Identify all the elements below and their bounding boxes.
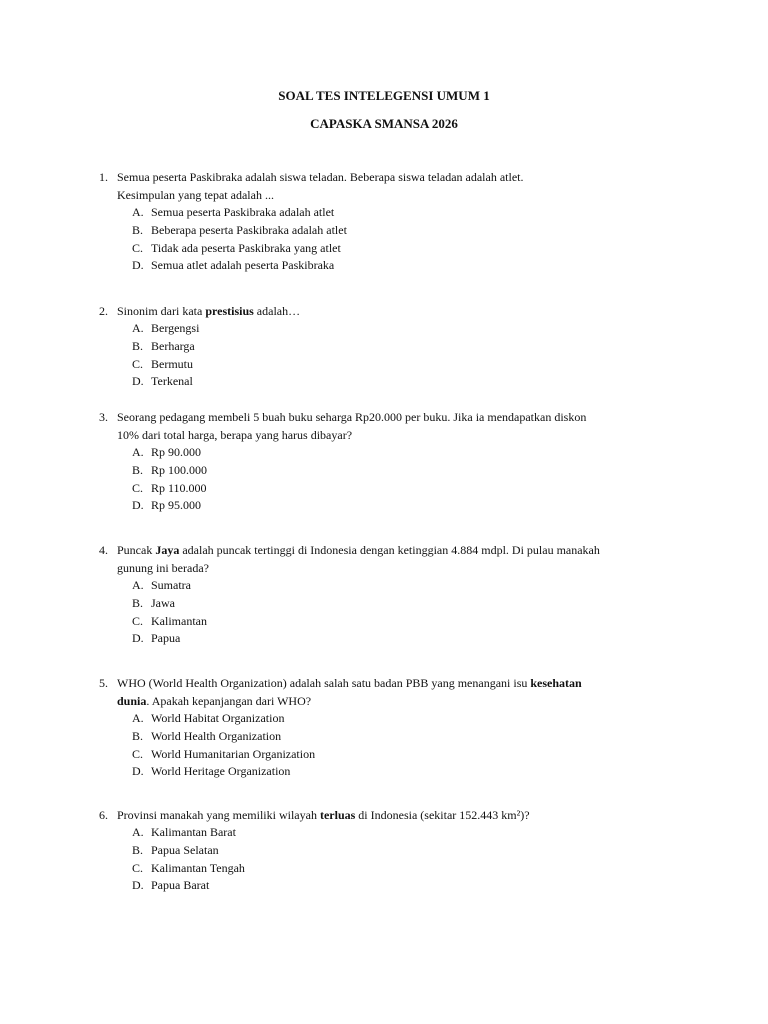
option-text: Papua Barat: [151, 878, 210, 893]
option-b: [99, 728, 659, 746]
answer-options: [99, 444, 659, 515]
option-d: [99, 763, 659, 781]
question-keyword: terluas: [319, 808, 356, 822]
option-text: World Habitat Organization: [151, 711, 285, 725]
question-text-start: WHO (World Health Organization) adalah salah satu badan PBB yang menangani isu: [117, 676, 531, 690]
question-text: [99, 302, 659, 320]
option-text: Rp 110.000: [151, 480, 207, 495]
option-text: Semua peserta Paskibraka adalah atlet: [151, 205, 335, 219]
question-text-start: Provinsi manakah yang memiliki wilayah: [117, 808, 320, 822]
answer-options: [99, 577, 659, 648]
question-text: [99, 168, 659, 186]
document-header: [0, 87, 768, 133]
option-d: [99, 630, 659, 648]
option-letter: B.: [132, 222, 144, 237]
option-d: [99, 373, 659, 391]
option-text: Kalimantan Tengah: [151, 860, 245, 875]
option-text: Kalimantan Barat: [151, 825, 236, 839]
option-letter: D.: [132, 878, 144, 893]
option-letter: B.: [132, 595, 144, 610]
option-letter: A.: [132, 578, 144, 592]
option-c: [99, 240, 659, 258]
option-d: [99, 877, 659, 895]
question-number: 4.: [99, 543, 108, 557]
option-a: [99, 320, 659, 338]
question-number: 5.: [99, 676, 108, 690]
question-keyword: kesehatan: [530, 676, 582, 690]
option-letter: A.: [132, 205, 144, 219]
option-text: Bergengsi: [151, 321, 200, 335]
option-text: Semua atlet adalah peserta Paskibraka: [151, 258, 335, 273]
option-text: Sumatra: [151, 578, 191, 592]
option-text: Papua Selatan: [151, 842, 219, 857]
option-letter: B.: [132, 338, 144, 353]
option-letter: C.: [132, 746, 144, 761]
question-3: [99, 408, 659, 515]
question-text-end: adalah puncak tertinggi di Indonesia dengan ketinggian 4.884 mdpl. Di pulau manakah: [179, 543, 600, 557]
question-6: [99, 806, 659, 895]
option-text: Rp 90.000: [151, 445, 202, 459]
option-c: [99, 613, 659, 631]
option-letter: B.: [132, 462, 144, 477]
option-text: World Humanitarian Organization: [151, 746, 316, 761]
option-b: [99, 462, 659, 480]
question-5: [99, 674, 659, 781]
option-letter: B.: [132, 842, 144, 857]
question-text-continued: [99, 426, 659, 444]
question-text-end: adalah…: [253, 304, 301, 318]
option-b: [99, 222, 659, 240]
option-text: Jawa: [151, 595, 175, 610]
option-letter: A.: [132, 825, 144, 839]
question-4: [99, 541, 659, 648]
question-text-end: di Indonesia (sekitar 152.443 km²)?: [355, 808, 530, 822]
option-b: [99, 338, 659, 356]
option-text: Beberapa peserta Paskibraka adalah atlet: [151, 222, 347, 237]
question-text-line-2: Kesimpulan yang tepat adalah ...: [117, 188, 274, 202]
option-letter: D.: [132, 498, 144, 513]
question-text-line-2: 10% dari total harga, berapa yang harus dibayar?: [117, 428, 353, 442]
question-2: [99, 302, 659, 391]
question-text: [99, 806, 659, 824]
option-letter: B.: [132, 728, 144, 743]
option-d: [99, 497, 659, 515]
option-text: World Heritage Organization: [151, 764, 291, 779]
option-b: [99, 842, 659, 860]
question-1: [99, 168, 659, 275]
question-number: 2.: [99, 304, 108, 318]
document-title: SOAL TES INTELEGENSI UMUM 1: [278, 88, 490, 103]
question-keyword: Jaya: [155, 543, 180, 557]
answer-options: [99, 710, 659, 781]
option-a: [99, 444, 659, 462]
answer-options: [99, 204, 659, 275]
option-letter: A.: [132, 445, 144, 459]
option-text: Papua: [151, 631, 181, 646]
option-letter: D.: [132, 258, 144, 273]
option-letter: D.: [132, 631, 144, 646]
option-letter: C.: [132, 480, 144, 495]
option-text: Tidak ada peserta Paskibraka yang atlet: [151, 240, 341, 255]
option-letter: C.: [132, 613, 144, 628]
question-number: 6.: [99, 808, 108, 822]
question-text-start: Sinonim dari kata: [117, 304, 206, 318]
option-text: Terkenal: [151, 374, 193, 389]
question-keyword-continued: dunia: [117, 694, 147, 708]
option-letter: C.: [132, 860, 144, 875]
question-text-line-1: Semua peserta Paskibraka adalah siswa teladan. Beberapa siswa teladan adalah atlet.: [117, 170, 524, 184]
question-keyword: prestisius: [205, 304, 254, 318]
option-text: Berharga: [151, 338, 195, 353]
option-a: [99, 824, 659, 842]
option-text: Kalimantan: [151, 613, 207, 628]
question-text-continued: [99, 692, 659, 710]
question-text-continued: [99, 559, 659, 577]
option-text: World Health Organization: [151, 728, 282, 743]
option-b: [99, 595, 659, 613]
question-text-line-2: gunung ini berada?: [117, 561, 209, 575]
option-letter: C.: [132, 356, 144, 371]
question-text: [99, 541, 659, 559]
option-letter: A.: [132, 711, 144, 725]
option-c: [99, 746, 659, 764]
option-letter: C.: [132, 240, 144, 255]
option-a: [99, 204, 659, 222]
option-a: [99, 577, 659, 595]
option-d: [99, 257, 659, 275]
option-text: Rp 100.000: [151, 462, 208, 477]
option-a: [99, 710, 659, 728]
question-text: [99, 674, 659, 692]
option-text: Rp 95.000: [151, 498, 202, 513]
option-letter: A.: [132, 321, 144, 335]
question-text: [99, 408, 659, 426]
option-c: [99, 356, 659, 374]
answer-options: [99, 824, 659, 895]
question-number: 1.: [99, 170, 108, 184]
option-letter: D.: [132, 374, 144, 389]
question-text-end: . Apakah kepanjangan dari WHO?: [146, 694, 312, 708]
option-letter: D.: [132, 764, 144, 779]
question-text-continued: [99, 186, 659, 204]
question-number: 3.: [99, 410, 108, 424]
question-text-line-1: Seorang pedagang membeli 5 buah buku seharga Rp20.000 per buku. Jika ia mendapatkan diskon: [117, 410, 587, 424]
option-c: [99, 480, 659, 498]
document-subtitle: CAPASKA SMANSA 2026: [310, 116, 458, 131]
option-text: Bermutu: [151, 356, 193, 371]
answer-options: [99, 320, 659, 391]
option-c: [99, 860, 659, 878]
question-text-start: Puncak: [117, 543, 156, 557]
